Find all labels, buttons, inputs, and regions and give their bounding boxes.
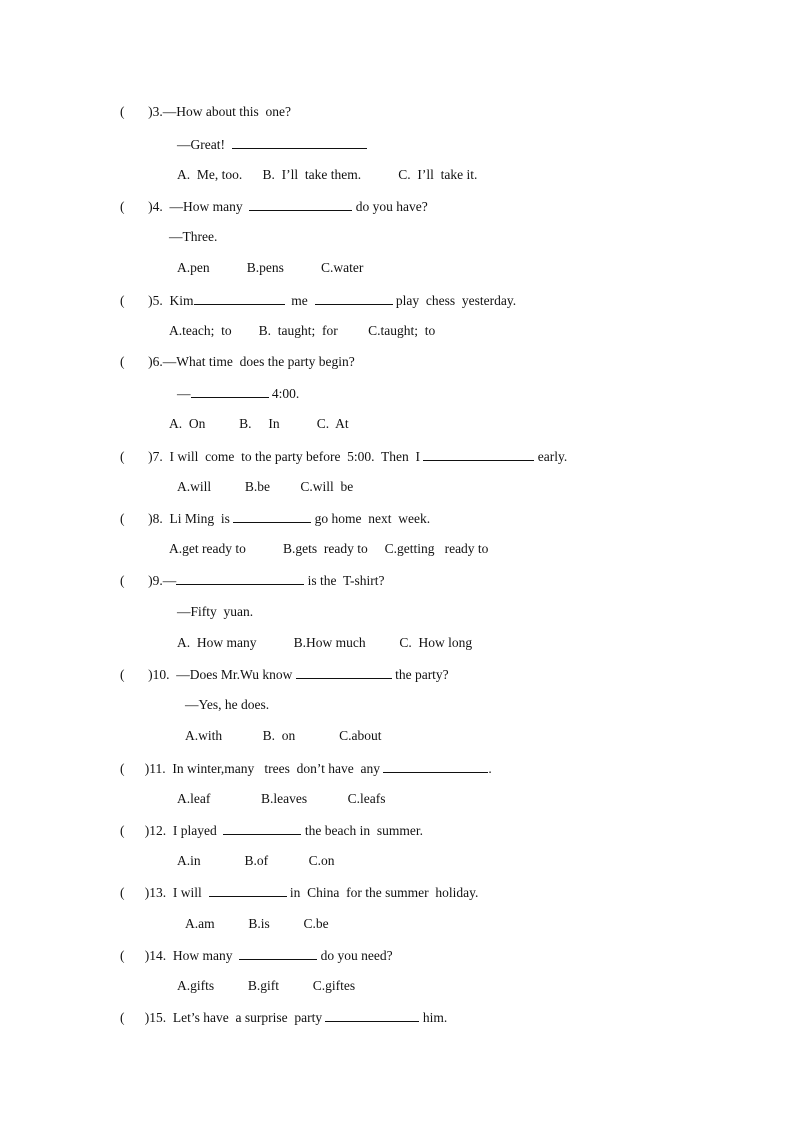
question-5 (120, 292, 516, 309)
question-10-text-b: the party? (395, 667, 449, 682)
question-9-reply: —Fifty yuan. (177, 604, 254, 619)
question-3-answer-line (177, 136, 367, 153)
question-8 (120, 510, 430, 527)
question-14-text-b: do you need? (320, 948, 393, 963)
question-6-options: A. On B. In C. At (169, 416, 349, 431)
answer-blank (423, 448, 534, 461)
question-15-text-a: ( )15. Let’s have a surprise party (120, 1010, 323, 1025)
question-7-options: A.will B.be C.will be (177, 479, 354, 494)
question-5-text-a: ( )5. Kim (120, 293, 194, 308)
question-3-reply: —Great! (177, 137, 225, 152)
question-10-reply: —Yes, he does. (185, 697, 270, 712)
question-12 (120, 822, 423, 839)
question-11-text-a: ( )11. In winter,many trees don’t have any (120, 761, 381, 776)
question-12-text-b: the beach in summer. (304, 823, 423, 838)
answer-blank (239, 947, 317, 960)
answer-blank (209, 884, 287, 897)
question-5-text-c: play chess yesterday. (395, 293, 517, 308)
question-12-options: A.in B.of C.on (177, 853, 335, 868)
question-4-text-a: ( )4. —How many (120, 199, 243, 214)
answer-blank (383, 760, 488, 773)
question-5-text-b: me (291, 293, 308, 308)
question-9-text-b: is the T-shirt? (307, 573, 385, 588)
question-15 (120, 1009, 447, 1026)
question-6: ( )6.—What time does the party begin? (120, 354, 355, 369)
question-3-options: A. Me, too. B. I’ll take them. C. I’ll take it. (177, 167, 478, 182)
question-6-answer-line: — 4:00. (177, 386, 300, 401)
question-10-text-a: ( )10. —Does Mr.Wu know (120, 667, 293, 682)
answer-blank (296, 666, 392, 679)
answer-blank (191, 385, 269, 398)
question-7 (120, 448, 567, 465)
question-11-options: A.leaf B.leaves C.leafs (177, 791, 386, 806)
question-9 (120, 572, 385, 589)
question-4-reply: —Three. (169, 229, 218, 244)
question-13-text-b: in China for the summer holiday. (289, 885, 479, 900)
question-9-text-a: ( )9.— (120, 573, 177, 588)
question-8-text-b: go home next week. (314, 511, 431, 526)
question-11-text-b: . (488, 761, 492, 776)
question-14-text-a: ( )14. How many (120, 948, 233, 963)
answer-blank (315, 292, 393, 305)
question-4-options: A.pen B.pens C.water (177, 260, 364, 275)
question-14 (120, 947, 393, 964)
question-4-text-b: do you have? (355, 199, 428, 214)
question-4 (120, 198, 428, 215)
question-6-reply: 4:00. (271, 386, 300, 401)
answer-blank (232, 136, 367, 149)
question-3: ( )3.—How about this one? (120, 104, 291, 119)
answer-blank (176, 572, 304, 585)
question-10 (120, 666, 449, 683)
answer-blank (325, 1009, 419, 1022)
question-11 (120, 760, 492, 777)
question-7-text-b: early. (537, 449, 568, 464)
question-10-options: A.with B. on C.about (185, 728, 382, 743)
answer-blank (233, 510, 311, 523)
answer-blank (194, 292, 285, 305)
question-5-options: A.teach; to B. taught; for C.taught; to (169, 323, 436, 338)
question-8-text-a: ( )8. Li Ming is (120, 511, 230, 526)
question-9-options: A. How many B.How much C. How long (177, 635, 473, 650)
question-15-text-b: him. (422, 1010, 448, 1025)
question-13 (120, 884, 478, 901)
question-13-options: A.am B.is C.be (185, 916, 329, 931)
question-7-text-a: ( )7. I will come to the party before 5:00. Then I (120, 449, 421, 464)
question-13-text-a: ( )13. I will (120, 885, 202, 900)
question-12-text-a: ( )12. I played (120, 823, 217, 838)
answer-blank (223, 822, 301, 835)
question-8-options: A.get ready to B.gets ready to C.getting ready to (169, 541, 489, 556)
answer-blank (249, 198, 352, 211)
question-14-options: A.gifts B.gift C.giftes (177, 978, 356, 993)
